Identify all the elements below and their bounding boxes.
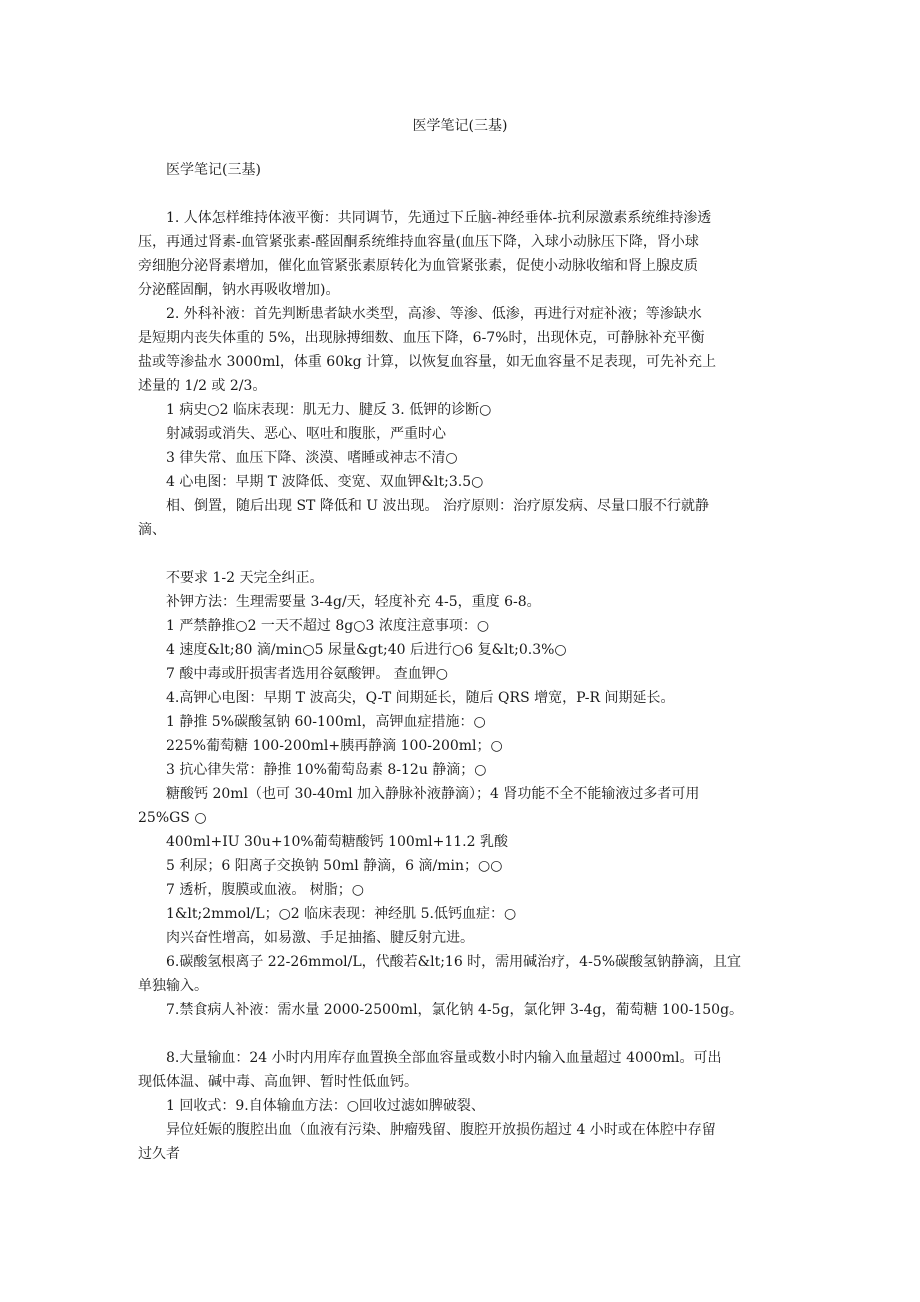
text-line: 滴、 bbox=[138, 522, 166, 538]
text-line: 补钾方法：生理需要量 3-4g/天，轻度补充 4-5，重度 6-8。 bbox=[166, 594, 541, 610]
text-line: 4 速度&lt;80 滴/min○5 尿量&gt;40 后进行○6 复&lt;0.3%○ bbox=[166, 642, 567, 658]
text-line: 压，再通过肾素-血管紧张素-醛固酮系统维持血容量(血压下降，入球小动脉压下降，肾小球 bbox=[138, 234, 699, 250]
blank-line bbox=[138, 182, 782, 206]
text-line: 1. 人体怎样维持体液平衡：共同调节，先通过下丘脑-神经垂体-抗利尿激素系统维持渗透 bbox=[166, 210, 712, 226]
text-line: 述量的 1/2 或 2/3。 bbox=[138, 378, 267, 394]
text-line: 400ml+IU 30u+10%葡萄糖酸钙 100ml+11.2 乳酸 bbox=[166, 834, 508, 850]
text-line: 1 严禁静推○2 一天不超过 8g○3 浓度注意事项：○ bbox=[166, 618, 490, 634]
text-line: 225%葡萄糖 100-200ml+胰再静滴 100-200ml；○ bbox=[166, 738, 503, 754]
text-line: 过久者 bbox=[138, 1146, 180, 1162]
text-line: 现低体温、碱中毒、高血钾、暂时性低血钙。 bbox=[138, 1074, 418, 1090]
text-line: 4.高钾心电图：早期 T 波高尖，Q-T 间期延长，随后 QRS 增宽，P-R 间期延长。 bbox=[166, 690, 675, 706]
text-line: 2. 外科补液：首先判断患者缺水类型，高渗、等渗、低渗，再进行对症补液；等渗缺水 bbox=[166, 306, 702, 322]
text-line: 射减弱或消失、恶心、呕吐和腹胀，严重时心 bbox=[166, 426, 446, 442]
text-line: 是短期内丧失体重的 5%，出现脉搏细数、血压下降，6-7%时，出现休克，可静脉补充平衡 bbox=[138, 330, 705, 346]
text-line: 不要求 1-2 天完全纠正。 bbox=[166, 570, 324, 586]
text-line: 分泌醛固酮，钠水再吸收增加)。 bbox=[138, 282, 340, 298]
text-line: 旁细胞分泌肾素增加，催化血管紧张素原转化为血管紧张素，促使小动脉收缩和肾上腺皮质 bbox=[138, 258, 698, 274]
text-line: 异位妊娠的腹腔出血（血液有污染、肿瘤残留、腹腔开放损伤超过 4 小时或在体腔中存留 bbox=[166, 1122, 716, 1138]
text-line: 4 心电图：早期 T 波降低、变宽、双血钾&lt;3.5○ bbox=[166, 474, 484, 490]
text-line: 1 病史○2 临床表现：肌无力、腱反 3. 低钾的诊断○ bbox=[166, 402, 492, 418]
text-line: 肉兴奋性增高，如易激、手足抽搐、腱反射亢进。 bbox=[166, 930, 474, 946]
text-line: 1 静推 5%碳酸氢钠 60-100ml，高钾血症措施：○ bbox=[166, 714, 486, 730]
text-line: 医学笔记(三基) bbox=[166, 162, 261, 178]
text-line: 7.禁食病人补液：需水量 2000-2500ml，氯化钠 4-5g，氯化钾 3-4g，葡萄糖 100-150g。 bbox=[166, 1002, 744, 1018]
text-line: 单独输入。 bbox=[138, 978, 208, 994]
text-line: 1&lt;2mmol/L；○2 临床表现：神经肌 5.低钙血症：○ bbox=[166, 906, 517, 922]
text-line: 糖酸钙 20ml（也可 30-40ml 加入静脉补液静滴）；4 肾功能不全不能输液过多者可用 bbox=[166, 786, 700, 802]
text-line: 相、倒置，随后出现 ST 降低和 U 波出现。 治疗原则：治疗原发病、尽量口服不行就静 bbox=[166, 498, 709, 514]
text-line: 6.碳酸氢根离子 22-26mmol/L，代酸若&lt;16 时，需用碱治疗，4-5%碳酸氢钠静滴，且宜 bbox=[166, 954, 742, 970]
text-line: 7 酸中毒或肝损害者选用谷氨酸钾。 查血钾○ bbox=[166, 666, 449, 682]
document-body bbox=[138, 158, 782, 1166]
text-line: 3 抗心律失常：静推 10%葡萄岛素 8-12u 静滴；○ bbox=[166, 762, 487, 778]
blank-line bbox=[138, 1022, 782, 1046]
text-line: 3 律失常、血压下降、淡漠、嗜睡或神志不清○ bbox=[166, 450, 458, 466]
text-line: 25%GS ○ bbox=[138, 810, 207, 826]
document-title: 医学笔记(三基) bbox=[412, 118, 508, 134]
text-line: 7 透析，腹膜或血液。 树脂；○ bbox=[166, 882, 365, 898]
text-line: 5 利尿；6 阳离子交换钠 50ml 静滴，6 滴/min；○○ bbox=[166, 858, 503, 874]
text-line: 盐或等渗盐水 3000ml，体重 60kg 计算，以恢复血容量，如无血容量不足表现，可先补充上 bbox=[138, 354, 716, 370]
blank-line bbox=[138, 542, 782, 566]
text-line: 8.大量输血：24 小时内用库存血置换全部血容量或数小时内输入血量超过 4000ml。可出 bbox=[166, 1050, 722, 1066]
text-line: 1 回收式：9.自体输血方法：○回收过滤如脾破裂、 bbox=[166, 1098, 485, 1114]
